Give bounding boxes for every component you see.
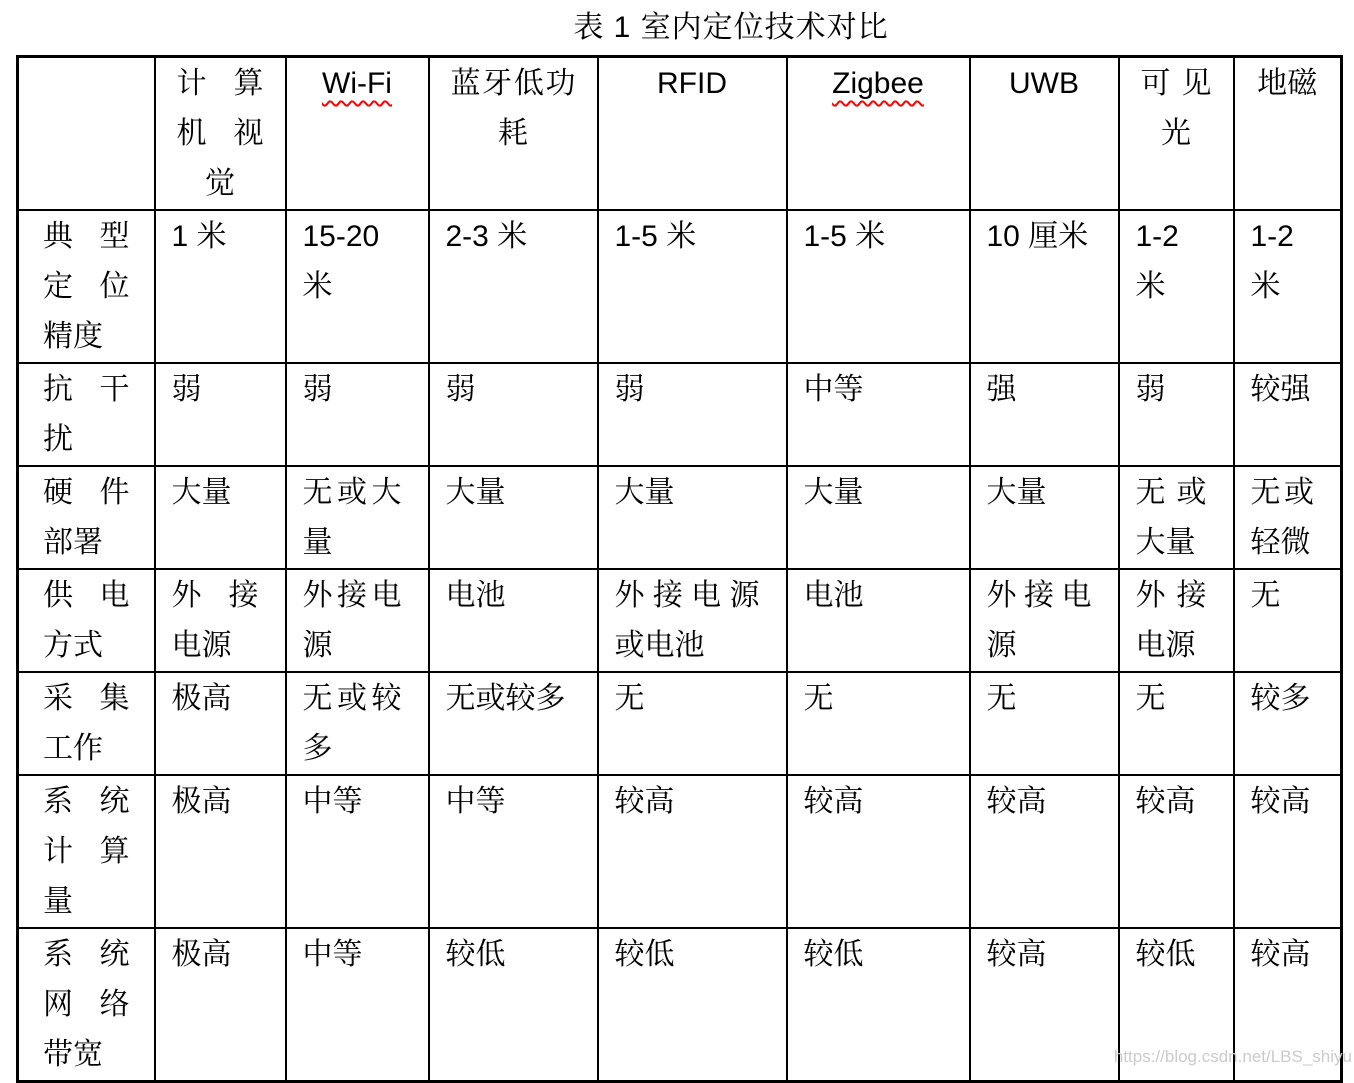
cell: 大量 [598, 466, 787, 569]
cell: 电池 [787, 569, 970, 672]
cell: 较多 [1234, 672, 1342, 775]
cell: 外接电源 [155, 569, 286, 672]
cell: 外接电源或电池 [598, 569, 787, 672]
cell: 无或较多 [286, 672, 429, 775]
cell: 较高 [1119, 775, 1234, 928]
table-row-collection [18, 672, 1342, 775]
cell: 较高 [787, 775, 970, 928]
cell: 无 [598, 672, 787, 775]
col-header-rfid: RFID [598, 57, 787, 211]
row-header-computation: 系统计算量 [18, 775, 155, 928]
header-row [18, 57, 1342, 211]
cell: 无 [787, 672, 970, 775]
col-header-wifi [286, 57, 429, 211]
cell: 1-5 米 [787, 210, 970, 363]
cell: 无或较多 [429, 672, 598, 775]
cell: 较高 [970, 775, 1119, 928]
cell: 大量 [787, 466, 970, 569]
cell: 较低 [787, 928, 970, 1082]
cell: 强 [970, 363, 1119, 466]
cell: 较低 [1119, 928, 1234, 1082]
cell: 大量 [155, 466, 286, 569]
cell: 无或大量 [286, 466, 429, 569]
cell: 极高 [155, 775, 286, 928]
table-row-power [18, 569, 1342, 672]
cell: 无或轻微 [1234, 466, 1342, 569]
row-header-collection: 采集工作 [18, 672, 155, 775]
cell: 较低 [429, 928, 598, 1082]
col-header-uwb: UWB [970, 57, 1119, 211]
cell: 较强 [1234, 363, 1342, 466]
cell: 弱 [286, 363, 429, 466]
zigbee-spellcheck-underline: Zigbee [832, 67, 924, 100]
cell: 1-2 米 [1119, 210, 1234, 363]
cell: 较高 [1234, 775, 1342, 928]
cell: 1-5 米 [598, 210, 787, 363]
wifi-spellcheck-underline: Wi-Fi [322, 67, 392, 100]
table-row-computation [18, 775, 1342, 928]
table-row-hardware [18, 466, 1342, 569]
cell: 中等 [429, 775, 598, 928]
cell: 2-3 米 [429, 210, 598, 363]
cell: 较高 [970, 928, 1119, 1082]
row-header-bandwidth: 系统网络带宽 [18, 928, 155, 1082]
cell: 电池 [429, 569, 598, 672]
cell: 1 米 [155, 210, 286, 363]
cell: 较高 [598, 775, 787, 928]
col-header-zigbee [787, 57, 970, 211]
corner-cell [18, 57, 155, 211]
table-caption: 表 1 室内定位技术对比 [573, 11, 889, 44]
cell: 无 [1119, 672, 1234, 775]
cell: 大量 [970, 466, 1119, 569]
csdn-watermark: https://blog.csdn.net/LBS_shiyu [1113, 1047, 1352, 1066]
table-row-interference [18, 363, 1342, 466]
cell: 无或大量 [1119, 466, 1234, 569]
row-header-hardware: 硬件部署 [18, 466, 155, 569]
cell: 较高 [1234, 928, 1342, 1082]
row-header-power: 供电方式 [18, 569, 155, 672]
cell: 弱 [598, 363, 787, 466]
cell: 弱 [1119, 363, 1234, 466]
cell: 15-20 米 [286, 210, 429, 363]
cell: 中等 [286, 775, 429, 928]
row-header-interference: 抗干扰 [18, 363, 155, 466]
cell: 无 [1234, 569, 1342, 672]
cell: 中等 [787, 363, 970, 466]
col-header-geomagnetic: 地磁 [1234, 57, 1342, 211]
comparison-table [16, 55, 1343, 1083]
cell: 10 厘米 [970, 210, 1119, 363]
cell: 弱 [155, 363, 286, 466]
col-header-ble: 蓝牙低功耗 [429, 57, 598, 211]
col-header-computer-vision: 计算机视觉 [155, 57, 286, 211]
cell: 无 [970, 672, 1119, 775]
cell: 1-2 米 [1234, 210, 1342, 363]
table-row-accuracy [18, 210, 1342, 363]
cell: 弱 [429, 363, 598, 466]
col-header-visible-light: 可见光 [1119, 57, 1234, 211]
cell: 大量 [429, 466, 598, 569]
cell: 较低 [598, 928, 787, 1082]
row-header-accuracy: 典型定位精度 [18, 210, 155, 363]
cell: 外接电源 [286, 569, 429, 672]
cell: 极高 [155, 672, 286, 775]
cell: 外接电源 [1119, 569, 1234, 672]
cell: 外接电源 [970, 569, 1119, 672]
cell: 极高 [155, 928, 286, 1082]
cell: 中等 [286, 928, 429, 1082]
